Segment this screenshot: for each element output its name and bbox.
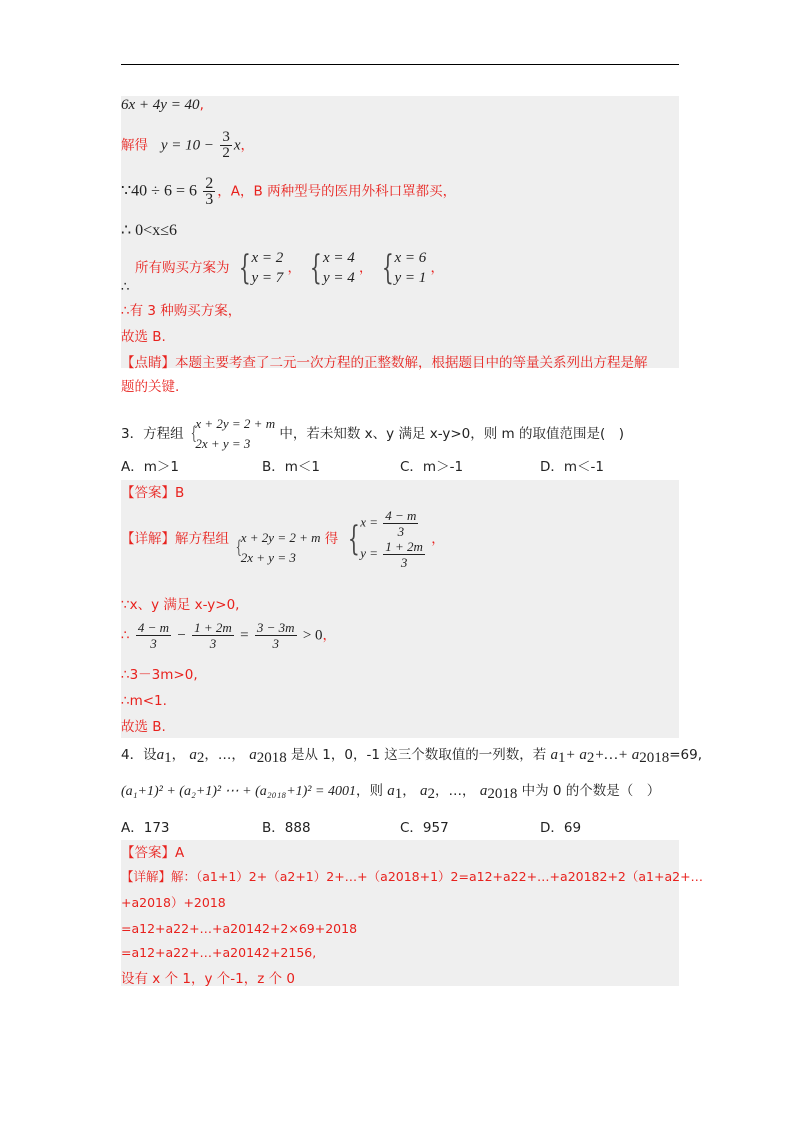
plan-3: { x = 6 y = 1: [381, 248, 427, 288]
q4-stem-1: 4．设$a_1$， $a_2$，…， $a_{2018}$ 是从 1，0，-1 这三个数取值的一列数，若 $a_1+$ $a_2+\dots+ a_{2018}=69$,: [121, 747, 703, 766]
sol2-solve-line: 解得 y = 10 − $\frac{3}{2}$ x，: [121, 129, 254, 161]
sol2-choose: 故选 B.: [121, 329, 166, 345]
mixed-fraction: $\frac{2}{3}$: [205, 175, 214, 208]
q3-choose: 故选 B.: [121, 719, 166, 735]
q3-system: { x + 2y = 2 + m 2x + y = 3: [190, 416, 276, 451]
q4-option-b[interactable]: B．888: [262, 820, 311, 836]
fraction: $\frac{3}{2}$: [222, 129, 230, 161]
therefore-mark: ∴: [121, 279, 130, 295]
sol2-three-plans: ∴有 3 种购买方案，: [121, 303, 242, 319]
q4-option-d[interactable]: D．69: [540, 820, 582, 836]
q4-stem-2: (a₁+1)² + (a₂+1)² ⋯ + (a₂₀₁₈+1)² = 4001，则 $a_1$， $a_2$，…， $a_{2018}$ 中为 0 的个数是（ ）: [121, 783, 661, 802]
q3-stem: 3．方程组 { x + 2y = 2 + m 2x + y = 3 中，若未知数 x、y 满足 x-y>0，则 m 的取值范围是( ): [121, 414, 624, 454]
sol2-plans: 所有购买方案为 { x = 2 y = 7 ， { x = 4 y = 4 ， { x = 6 y = 1 ，: [135, 248, 445, 288]
q3-solution-system: { x = $\frac{4 - m}{3}$ y = $\frac{1 + 2m}{3}$: [347, 508, 423, 570]
q4-detail-5: 设有 x 个 1，y 个-1，z 个 0: [121, 971, 295, 987]
q3-option-a[interactable]: A．m＞1: [121, 459, 179, 475]
q4-detail-2: +a2018）+2018: [121, 895, 226, 910]
q3-detail: 【详解】解方程组 { x + 2y = 2 + m 2x + y = 3 得 { x = $\frac{4 - m}{3}$ y = $\frac{1 + 2m}{3}$ ，: [121, 508, 445, 570]
sol2-comment-2: 题的关键.: [121, 379, 180, 395]
q3-answer: 【答案】B: [121, 485, 185, 501]
sol2-range: ∴ 0<x≤6: [121, 222, 177, 239]
q3-option-d[interactable]: D．m＜-1: [540, 459, 605, 475]
q3-option-c[interactable]: C．m＞-1: [400, 459, 464, 475]
q3-step1: ∴3－3m>0,: [121, 667, 198, 683]
solution-block-q4: [121, 840, 679, 986]
q4-option-a[interactable]: A．173: [121, 820, 170, 836]
q4-detail-3: =a12+a22+…+a20142+2×69+2018: [121, 921, 358, 936]
sol2-comment-1: 【点睛】本题主要考查了二元一次方程的正整数解，根据题目中的等量关系列出方程是解: [121, 355, 648, 371]
q4-option-c[interactable]: C．957: [400, 820, 449, 836]
sol2-equation: 6x + 4y = 40,: [121, 97, 204, 113]
plan-2: { x = 4 y = 4: [310, 248, 355, 288]
plan-1: { x = 2 y = 7: [238, 248, 284, 288]
q4-detail-1: 【详解】解：（a1+1）2+（a2+1）2+…+（a2018+1）2=a12+a22+…+a20182+2（a1+a2+…: [121, 869, 704, 884]
q3-detail-system: { x + 2y = 2 + m 2x + y = 3: [235, 530, 321, 565]
q3-condition: ∵x、y 满足 x-y>0,: [121, 597, 240, 613]
q4-detail-4: =a12+a22+…+a20142+2156,: [121, 945, 317, 960]
q4-answer: 【答案】A: [121, 845, 185, 861]
q3-inequality: ∴ $\frac{4 - m}{3}$ − $\frac{1 + 2m}{3}$ = $\frac{3 - 3m}{3}$ > 0，: [121, 620, 337, 651]
header-rule: [121, 64, 679, 65]
q3-step2: ∴m<1.: [121, 693, 167, 709]
q3-option-b[interactable]: B．m＜1: [262, 459, 321, 475]
sol2-division-line: ∵40 ÷ 6 = 6 $\frac{2}{3}$ ，A，B 两种型号的医用外科口罩都买，: [121, 175, 457, 208]
